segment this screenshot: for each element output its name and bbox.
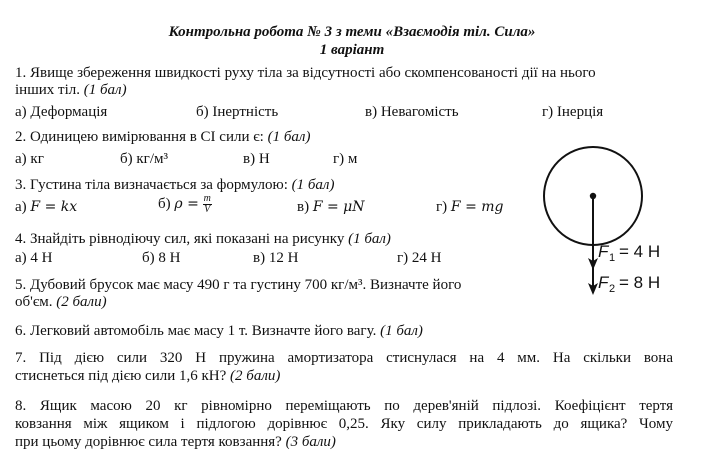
- question-8-text-cont: при цьому дорівнює сила тертя ковзання?: [15, 434, 282, 450]
- question-2-option-b: б) кг/м³: [120, 151, 168, 167]
- question-4-line: [15, 231, 391, 248]
- question-4-option-c: в) 12 Н: [253, 250, 299, 266]
- force-f2-value: = 8 Н: [619, 273, 661, 292]
- question-5-text: 5. Дубовий брусок має масу 490 г та густину 700 кг/м³. Визначте його: [15, 277, 462, 293]
- question-2-option-d: г) м: [333, 151, 358, 167]
- question-6-line: [15, 323, 423, 340]
- formula-gravity: F = mg: [450, 199, 504, 215]
- variant-label: 1 варіант: [319, 42, 385, 58]
- force-f2-symbol: F: [598, 273, 609, 292]
- question-4-option-d: г) 24 Н: [397, 250, 442, 266]
- force-f2-subscript: 2: [609, 283, 616, 295]
- question-2-line: [15, 129, 310, 146]
- question-1-option-c: в) Невагомість: [365, 104, 459, 120]
- question-8-line-3: [15, 434, 336, 451]
- question-7-points: (2 бали): [230, 368, 281, 384]
- formula-hooke: F = kx: [30, 199, 78, 215]
- question-8-line-1: 8. Ящик масою 20 кг рівномірно переміщають по дерев'яній підлозі. Коефіцієнт тертя: [15, 398, 673, 414]
- question-2-option-c: в) Н: [243, 151, 270, 167]
- fraction-denominator: V: [204, 204, 211, 215]
- question-4-option-a: а) 4 Н: [15, 250, 53, 266]
- question-3-line: [15, 177, 334, 194]
- question-1-text: 1. Явище збереження швидкості руху тіла за відсутності або скомпенсованості дії на нього: [15, 65, 596, 81]
- question-1-line-1: [15, 65, 596, 82]
- question-2-text: 2. Одиницею вимірювання в СІ сили є:: [15, 129, 264, 145]
- question-2-points: (1 бал): [267, 129, 311, 145]
- question-8-points: (3 бали): [285, 434, 336, 450]
- option-a-prefix: а): [15, 199, 27, 215]
- fraction-numerator: m: [203, 193, 211, 204]
- force-figure: [530, 140, 700, 300]
- question-5-text-cont: об'єм.: [15, 294, 53, 310]
- force-f1-subscript: 1: [609, 252, 616, 264]
- question-1-option-d: г) Інерція: [542, 104, 604, 120]
- question-5-points: (2 бали): [56, 294, 107, 310]
- formula-density-fraction: [203, 194, 212, 215]
- question-5-line-2: [15, 294, 107, 311]
- question-3-points: (1 бал): [291, 177, 335, 193]
- question-6-points: (1 бал): [380, 323, 423, 339]
- question-3-option-a: [15, 199, 77, 216]
- question-1-line-2: [15, 82, 127, 99]
- formula-density-lhs: ρ =: [174, 195, 199, 212]
- question-1-points: (1 бал): [83, 82, 127, 98]
- question-1-option-a: а) Деформація: [15, 104, 108, 120]
- question-7-text-cont: стиснеться під дією сили 1,6 кН?: [15, 368, 227, 384]
- option-b-prefix: б): [158, 195, 171, 212]
- question-6-text: 6. Легковий автомобіль має масу 1 т. Визначте його вагу.: [15, 323, 377, 339]
- question-2-option-a: а) кг: [15, 151, 44, 167]
- question-1-text-cont: інших тіл.: [15, 82, 80, 98]
- force-f1-symbol: F: [598, 242, 609, 261]
- question-7-line-1: 7. Під дією сили 320 Н пружина амортизатора стиснулася на 4 мм. На скільки вона: [15, 350, 673, 366]
- question-8-line-2: ковзання між ящиком і підлогою дорівнює 0,25. Яку силу прикладають до ящика? Чому: [15, 416, 673, 432]
- test-title: Контрольна робота № 3 з теми «Взаємодія тіл. Сила»: [168, 24, 536, 40]
- question-3-option-b: [158, 194, 212, 215]
- question-3-option-c: [297, 199, 365, 216]
- question-3-text: 3. Густина тіла визначається за формулою:: [15, 177, 288, 193]
- question-4-option-b: б) 8 Н: [142, 250, 181, 266]
- question-3-option-d: [436, 199, 504, 216]
- force-f1-value: = 4 Н: [619, 242, 661, 261]
- question-4-points: (1 бал): [348, 231, 391, 247]
- question-4-text: 4. Знайдіть рівнодіючу сил, які показані на рисунку: [15, 231, 345, 247]
- question-1-option-b: б) Інертність: [196, 104, 279, 120]
- option-c-prefix: в): [297, 199, 310, 215]
- question-7-line-2: [15, 368, 280, 385]
- question-5-line-1: [15, 277, 461, 294]
- formula-friction: F = μN: [312, 199, 365, 215]
- option-d-prefix: г): [436, 199, 448, 215]
